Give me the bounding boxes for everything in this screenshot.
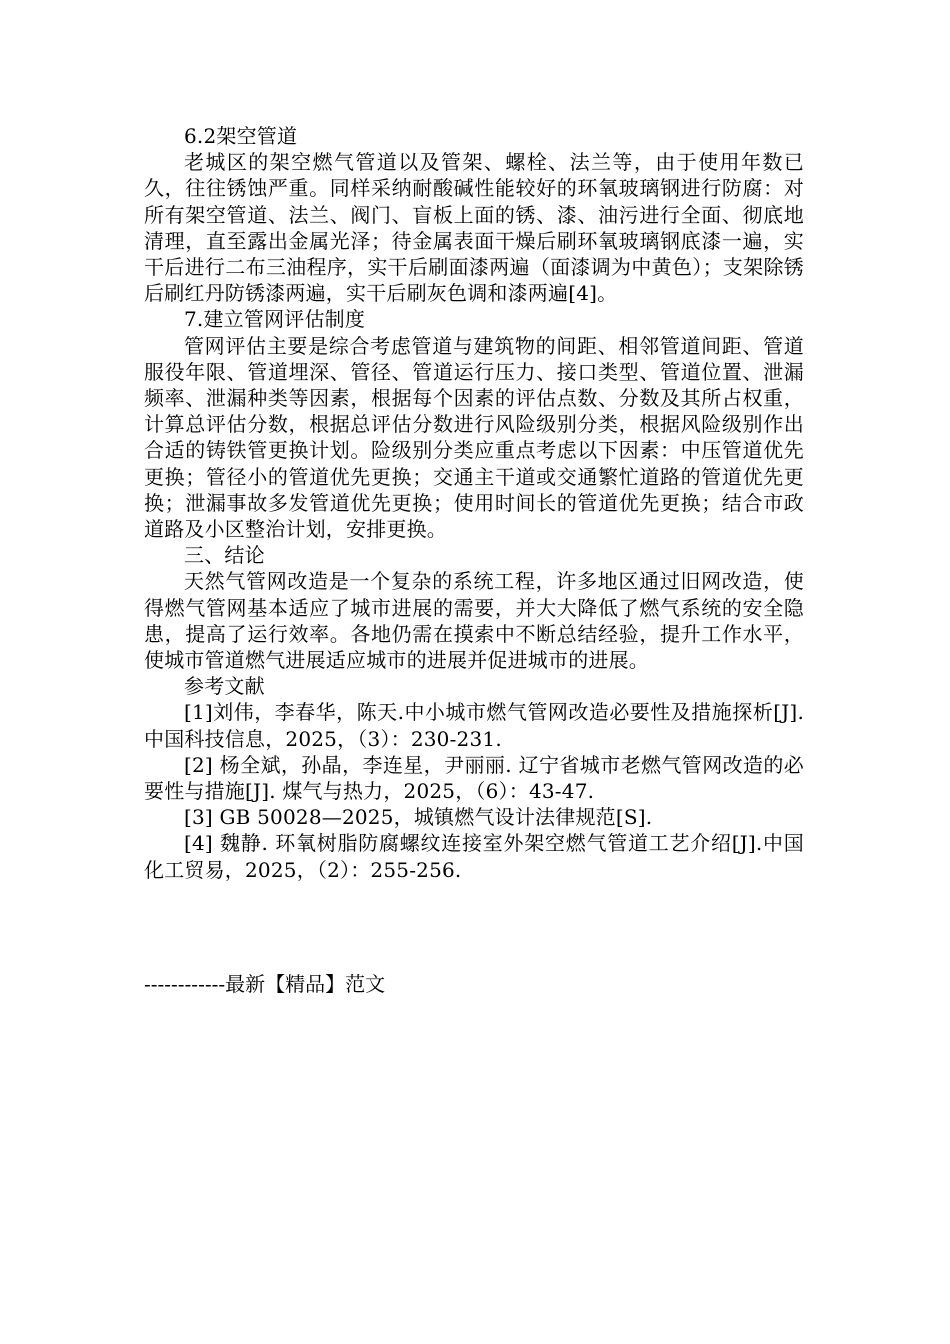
- paragraph-evaluation-system: 管网评估主要是综合考虑管道与建筑物的间距、相邻管道间距、管道服役年限、管道埋深、管径、管道运行压力、接口类型、管道位置、泄漏频率、泄漏种类等因素，根据每个因素的评估点数、分数及其所占权重，计算总评估分数，根据总评估分数进行风险级别分类，根据风险级别作出合适的铸铁管更换计划。险级别分类应重点考虑以下因素：中压管道优先更换；管径小的管道优先更换；交通主干道或交通繁忙道路的管道优先更换；泄漏事故多发管道优先更换；使用时间长的管道优先更换；结合市政道路及小区整治计划，安排更换。: [144, 333, 804, 542]
- section-heading-overhead-pipes: 6.2架空管道: [184, 124, 298, 148]
- reference-item: [4] 魏静. 环氧树脂防腐螺纹连接室外架空燃气管道工艺介绍[J].中国化工贸易，2025，（2）：255-256.: [144, 831, 804, 882]
- reference-item: [1]刘伟，李春华，陈天.中小城市燃气管网改造必要性及措施探析[J].中国科技信息，2025，（3）：230-231.: [144, 700, 804, 751]
- reference-item: [2] 杨全斌，孙晶，李连星，尹丽丽. 辽宁省城市老燃气管网改造的必要性与措施[J]. 煤气与热力，2025，（6）：43-47.: [144, 752, 804, 804]
- section-heading-evaluation-system: 7.建立管网评估制度: [184, 307, 366, 332]
- paragraph-conclusion: 天然气管网改造是一个复杂的系统工程，许多地区通过旧网改造，使得燃气管网基本适应了城市进展的需要，并大大降低了燃气系统的安全隐患，提高了运行效率。各地仍需在摸索中不断总结经验，提升工作水平，使城市管道燃气进展适应城市的进展并促进城市的进展。: [144, 569, 804, 673]
- references-heading: 参考文献: [184, 674, 265, 699]
- paragraph-overhead-pipes: 老城区的架空燃气管道以及管架、螺栓、法兰等，由于使用年数已久，往往锈蚀严重。同样采纳耐酸碱性能较好的环氧玻璃钢进行防腐：对所有架空管道、法兰、阀门、盲板上面的锈、漆、油污进行全面、彻底地清理，直至露出金属光泽；待金属表面干燥后刷环氧玻璃钢底漆一遍，实干后进行二布三油程序，实干后刷面漆两遍（面漆调为中黄色）；支架除锈后刷红丹防锈漆两遍，实干后刷灰色调和漆两遍[4]。: [144, 150, 804, 306]
- document-body: [144, 123, 804, 883]
- reference-item: [3] GB 50028—2025，城镇燃气设计法律规范[S].: [184, 805, 653, 830]
- page-footer: ------------最新【精品】范文: [144, 972, 386, 996]
- section-heading-conclusion: 三、结论: [184, 543, 265, 568]
